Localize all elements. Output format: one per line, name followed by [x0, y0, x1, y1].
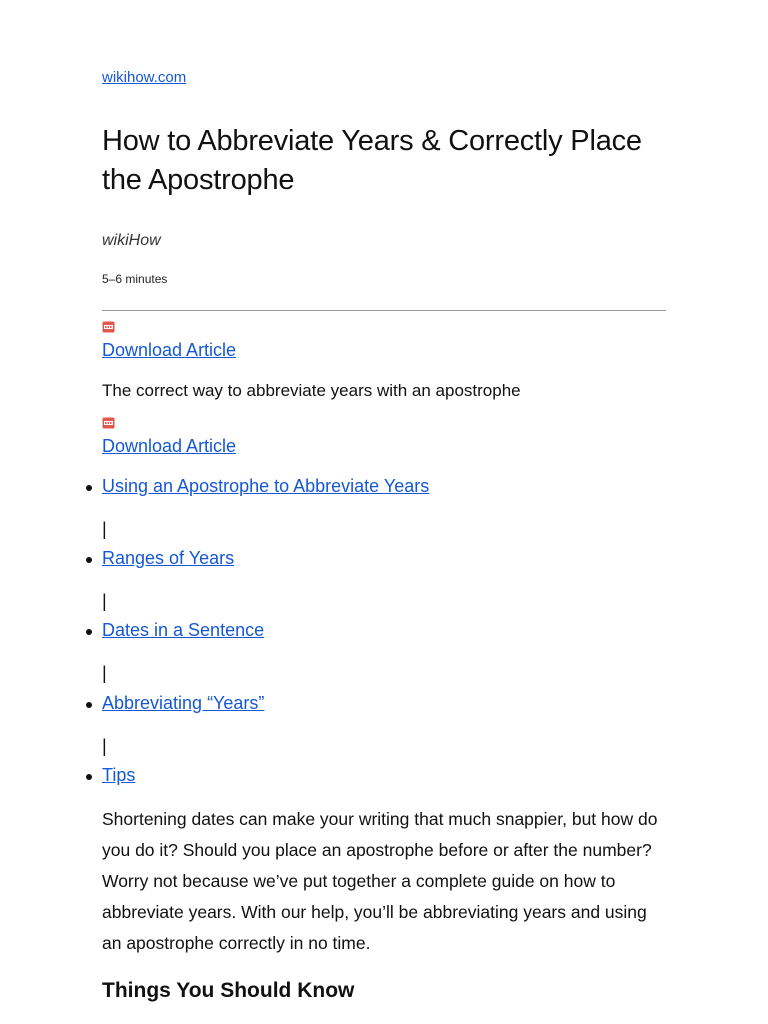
toc-item	[102, 765, 135, 789]
toc-link-tips[interactable]: Tips	[102, 765, 136, 785]
intro-paragraph: Shortening dates can make your writing that much snappier, but how do you do it? Should you place an apostrophe before or after the number? Worry not because we’ve put together a complete guide on how to abbreviate years. With our help, you’ll be abbreviating years and using an apostrophe correctly in no time.	[102, 809, 658, 953]
toc-item	[102, 476, 429, 500]
toc-separator: |	[102, 663, 107, 683]
bullet-icon	[86, 557, 92, 563]
toc-item	[102, 548, 234, 572]
bullet-icon	[86, 702, 92, 708]
pdf-icon[interactable]	[102, 417, 115, 429]
toc-separator: |	[102, 736, 107, 756]
source-link[interactable]: wikihow.com	[102, 69, 187, 86]
toc-separator: |	[102, 519, 107, 539]
toc-link-abbreviating[interactable]: Abbreviating “Years”	[102, 693, 265, 713]
toc-item	[102, 620, 264, 644]
toc-separator: |	[102, 591, 107, 611]
divider	[102, 310, 666, 311]
image-caption: The correct way to abbreviate years with an apostrophe	[102, 381, 521, 400]
toc-link-ranges[interactable]: Ranges of Years	[102, 548, 235, 568]
pdf-icon[interactable]	[102, 321, 115, 333]
bullet-icon	[86, 629, 92, 635]
toc-link-apostrophe[interactable]: Using an Apostrophe to Abbreviate Years	[102, 476, 430, 496]
section-heading: Things You Should Know	[102, 979, 355, 1002]
article-author: wikiHow	[102, 232, 161, 249]
toc-item	[102, 693, 264, 717]
download-article-link[interactable]: Download Article	[102, 436, 237, 456]
bullet-icon	[86, 485, 92, 491]
download-article-link[interactable]: Download Article	[102, 340, 237, 360]
article-title: How to Abbreviate Years & Correctly Place the Apostrophe	[102, 125, 642, 196]
read-time: 5–6 minutes	[102, 272, 168, 286]
bullet-icon	[86, 774, 92, 780]
toc-link-dates[interactable]: Dates in a Sentence	[102, 620, 265, 640]
